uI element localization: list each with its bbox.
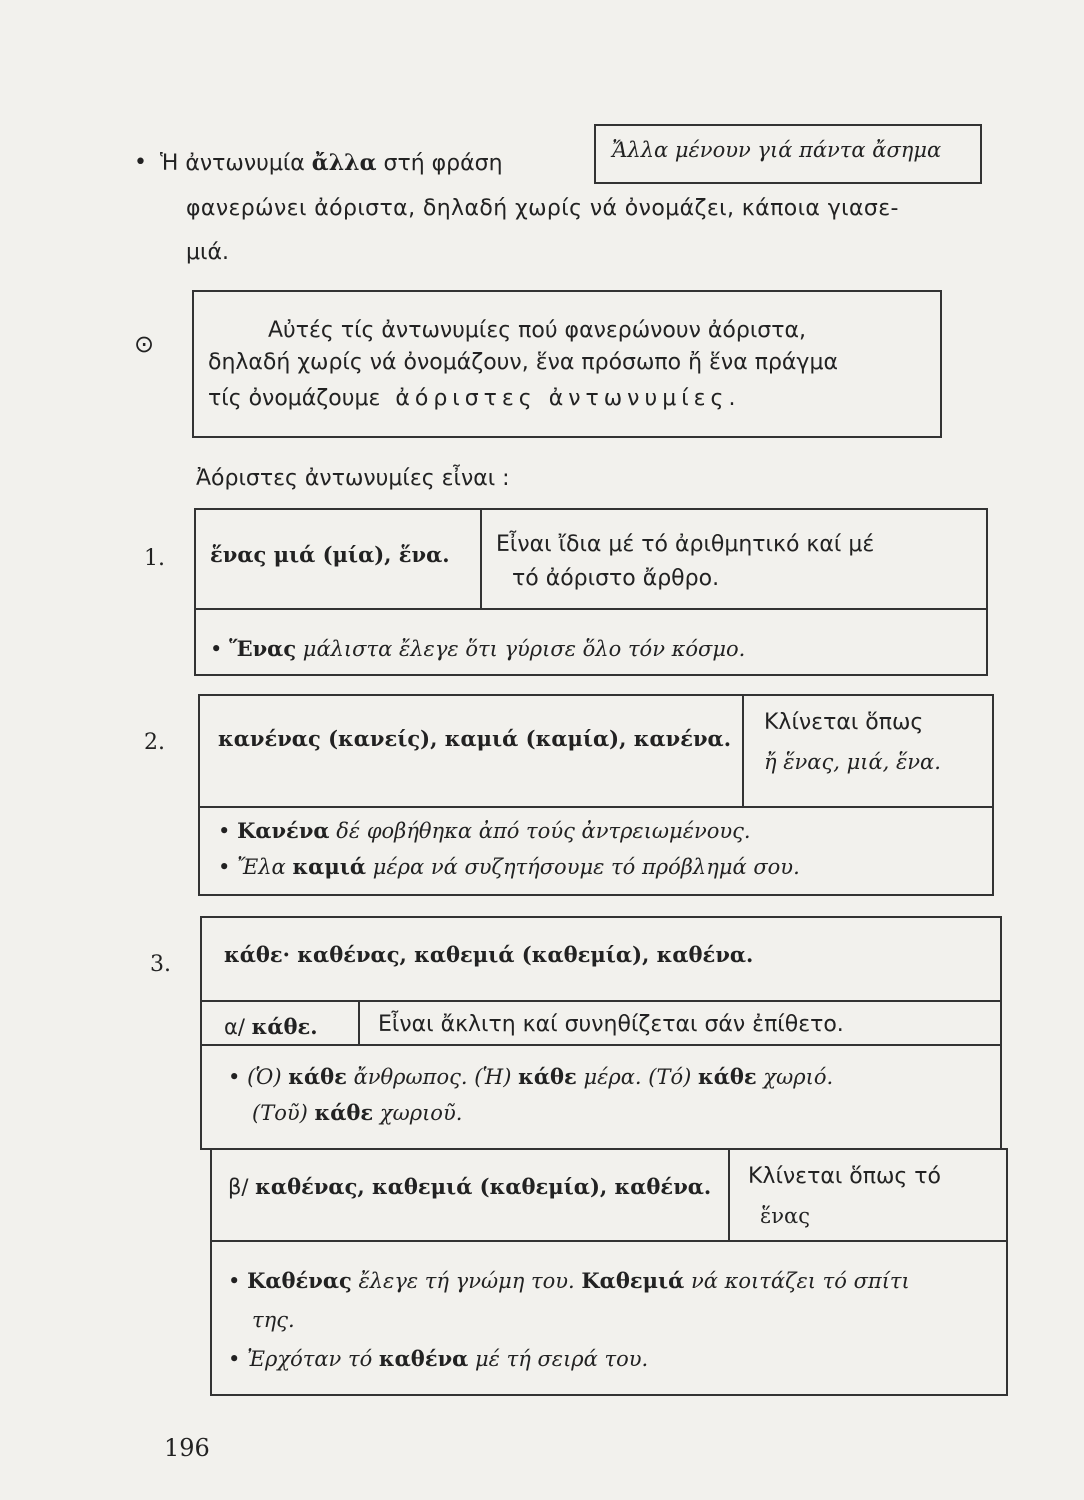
example-keyword: κάθε <box>698 1064 757 1089</box>
example-phrase-box <box>594 124 982 184</box>
item-1-example <box>210 636 745 661</box>
sub-word: καθένας, καθεμιά (καθεμία), καθένα. <box>255 1174 712 1199</box>
example-keyword: Καθένας <box>247 1268 352 1293</box>
example-text: (Ὁ) <box>247 1065 282 1089</box>
item-3a-example-line-2 <box>252 1100 462 1125</box>
item-2-number: 2. <box>144 730 165 755</box>
example-keyword: καμιά <box>292 854 367 879</box>
item-3b-head <box>228 1174 711 1199</box>
item-1-table <box>194 508 988 676</box>
item-1-note-line-1: Εἶναι ἴδια μέ τό ἀριθμητικό καί μέ <box>496 532 875 557</box>
example-text: μέρα νά συζητήσουμε τό πρόβλημά σου. <box>372 855 800 879</box>
definition-line-1: Αὐτές τίς ἀντωνυμίες πού φανερώνουν ἀόριστα, <box>268 318 806 343</box>
intro-line-1 <box>160 150 503 176</box>
item-3a-note: Εἶναι ἄκλιτη καί συνηθίζεται σάν ἐπίθετο. <box>378 1012 844 1037</box>
bullet: • <box>228 1065 241 1089</box>
example-text: μέ τή σειρά του. <box>475 1347 649 1371</box>
intro-text: Ἡ ἀντωνυμία <box>160 151 305 176</box>
example-keyword: Ἕνας <box>229 636 297 661</box>
sub-label: α/ <box>224 1015 245 1039</box>
item-2-forms: κανένας (κανείς), καμιά (καμία), κανένα. <box>218 726 732 751</box>
intro-keyword: ἄλλα <box>311 150 377 176</box>
example-phrase: Ἄλλα μένουν γιά πάντα ἄσημα <box>612 138 942 162</box>
item-3-table <box>200 916 1002 1150</box>
item-3b-example-1 <box>228 1268 910 1293</box>
definition-term: ἀόριστες ἀντωνυμίες. <box>395 386 741 411</box>
item-3-number: 3. <box>150 952 171 977</box>
intro-line-2: φανερώνει ἀόριστα, δηλαδή χωρίς νά ὀνομάζει, κάποια γιασε- <box>186 196 899 221</box>
example-keyword: κάθε <box>518 1064 577 1089</box>
item-3b-note-line-2: ἕνας <box>760 1204 810 1228</box>
example-keyword: καθένα <box>378 1346 469 1371</box>
item-2-example-1 <box>218 818 751 843</box>
item-3b-example-1-cont: της. <box>252 1308 295 1332</box>
sub-word: κάθε. <box>251 1014 318 1039</box>
item-2-table <box>198 694 994 896</box>
intro-line-3: μιά. <box>186 240 229 265</box>
item-1-forms: ἕνας μιά (μία), ἕνα. <box>210 542 450 567</box>
bullet: • <box>228 1347 241 1371</box>
intro-text-b: στή φράση <box>383 151 503 176</box>
example-keyword: κάθε <box>288 1064 347 1089</box>
example-keyword: κάθε <box>314 1100 374 1125</box>
rule-marker-icon: ⊙ <box>134 330 155 358</box>
item-3a-head <box>224 1014 318 1039</box>
intro-bullet: • <box>134 150 147 175</box>
definition-box <box>192 290 942 438</box>
bullet: • <box>228 1269 241 1293</box>
example-text: χωριοῦ. <box>379 1101 463 1125</box>
item-3a-example-line-1 <box>228 1064 833 1089</box>
page-number: 196 <box>164 1434 210 1462</box>
bullet: • <box>218 819 231 843</box>
example-text: νά κοιτάζει τό σπίτι <box>691 1269 910 1293</box>
example-text: μάλιστα ἔλεγε ὅτι γύρισε ὅλο τόν κόσμο. <box>302 637 746 661</box>
example-text: χωριό. <box>763 1065 834 1089</box>
item-3b-table <box>210 1148 1008 1396</box>
sub-label: β/ <box>228 1175 249 1199</box>
example-text: Ἔλα <box>237 855 286 879</box>
example-keyword: Κανένα <box>237 818 330 843</box>
example-text: ἔλεγε τή γνώμη του. <box>358 1269 575 1293</box>
example-text: δέ φοβήθηκα ἀπό τούς ἀντρειωμένους. <box>336 819 751 843</box>
example-text: μέρα. (Τό) <box>583 1065 692 1089</box>
item-2-note-line-1: Κλίνεται ὅπως <box>764 710 924 735</box>
item-3b-note-line-1: Κλίνεται ὅπως τό <box>748 1164 941 1189</box>
item-3b-example-2 <box>228 1346 648 1371</box>
item-2-example-2 <box>218 854 800 879</box>
list-intro: Ἀόριστες ἀντωνυμίες εἶναι : <box>196 466 510 491</box>
example-keyword: Καθεμιά <box>581 1268 685 1293</box>
item-2-note-line-2: ἤ ἕνας, μιά, ἕνα. <box>764 750 941 774</box>
bullet: • <box>210 637 223 661</box>
item-1-note-line-2: τό ἀόριστο ἄρθρο. <box>512 566 720 591</box>
example-text: ἄνθρωπος. (Ἡ) <box>353 1065 512 1089</box>
example-text: (Τοῦ) <box>252 1101 308 1125</box>
bullet: • <box>218 855 231 879</box>
example-text: Ἐρχόταν τό <box>247 1347 373 1371</box>
item-1-number: 1. <box>144 546 165 571</box>
definition-line-3 <box>208 386 740 411</box>
item-3-forms: κάθε· καθένας, καθεμιά (καθεμία), καθένα. <box>224 942 754 967</box>
definition-line-2: δηλαδή χωρίς νά ὀνομάζουν, ἕνα πρόσωπο ἤ ἕνα πράγμα <box>208 350 838 375</box>
definition-line-3-text: τίς ὀνομάζουμε <box>208 386 381 411</box>
